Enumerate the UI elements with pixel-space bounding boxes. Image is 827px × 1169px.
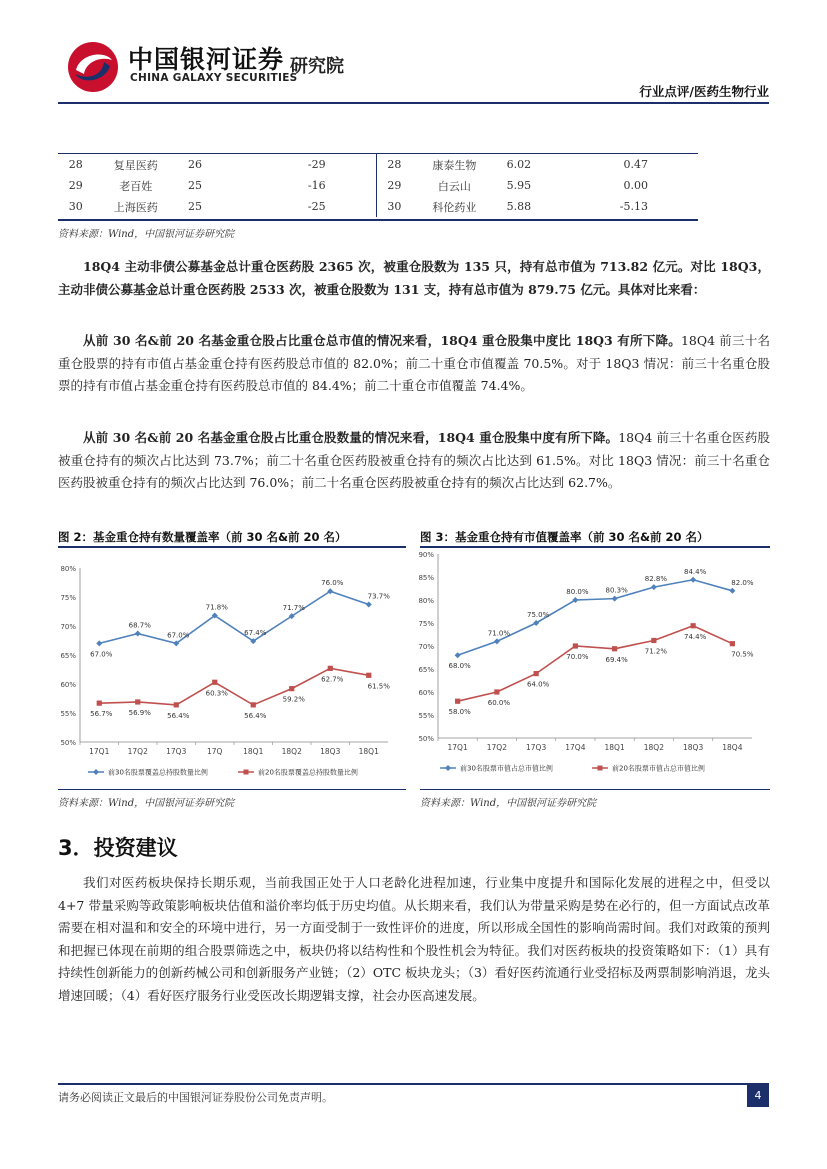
data-point-marker [651, 638, 656, 643]
x-tick-label: 17Q4 [565, 743, 586, 752]
data-label: 80.0% [566, 588, 589, 596]
data-label: 60.3% [205, 689, 228, 698]
page-number: 4 [747, 1085, 769, 1107]
figure-3-source: 资料来源：Wind，中国银河证券研究院 [420, 798, 597, 809]
data-label: 71.7% [282, 604, 305, 613]
y-tick-label: 65% [418, 666, 434, 674]
data-point-marker [690, 577, 696, 583]
x-tick-label: 18Q3 [320, 747, 341, 756]
change-cell: -5.13 [619, 200, 648, 213]
data-label: 61.5% [367, 682, 390, 691]
brand-name-en: CHINA GALAXY SECURITIES [130, 72, 298, 84]
x-tick-label: 17Q [207, 747, 223, 756]
x-tick-label: 17Q3 [526, 743, 547, 752]
data-point-marker [612, 646, 617, 651]
data-point-marker [212, 680, 217, 685]
data-label: 69.4% [605, 655, 628, 664]
galaxy-logo-icon [66, 40, 120, 94]
data-point-marker [691, 623, 696, 628]
figure-2-bottom-rule [58, 789, 406, 790]
value-coverage-paragraph [58, 330, 770, 398]
x-tick-label: 18Q1 [604, 743, 625, 752]
rank-cell: 30 [68, 200, 83, 213]
report-category: 行业点评/医药生物行业 [639, 84, 769, 99]
data-label: 70.5% [731, 650, 754, 659]
stock-name-cell: 科伦药业 [432, 200, 477, 214]
value-cell: 5.88 [506, 200, 532, 213]
data-label: 75.0% [527, 611, 550, 619]
table-source-note: 资料来源：Wind，中国银河证券研究院 [58, 229, 235, 240]
table-row [58, 154, 698, 175]
summary-paragraph: 18Q4 主动非债公募基金总计重仓医药股 2365 次，被重仓股数为 135 只，持有总市值为 713.82 亿元。对比 18Q3，主动非债公募基金总计重仓医药股 2533 次，被重仓股数为 131 支，持有总市值为 879.75 亿元。具体对比来看： [58, 259, 770, 297]
data-point-marker [651, 584, 657, 590]
x-tick-label: 17Q2 [486, 743, 507, 752]
legend-swatch-marker [598, 766, 603, 771]
y-tick-label: 65% [60, 652, 76, 660]
section-heading: 3．投资建议 [58, 836, 178, 860]
y-tick-label: 85% [418, 574, 434, 582]
rank-cell: 29 [68, 179, 83, 192]
value-coverage-lead: 从前 30 名&前 20 名基金重仓股占比重仓总市值的情况来看，18Q4 重仓股集中度比 18Q3 有所下降。 [83, 333, 681, 348]
data-label: 56.4% [244, 711, 267, 720]
data-label: 56.9% [128, 708, 151, 717]
legend-label: 前20名股票覆盖总持股数量比例 [258, 768, 358, 777]
legend-swatch-marker [445, 765, 451, 771]
data-label: 56.4% [167, 711, 190, 720]
y-tick-label: 60% [60, 681, 76, 689]
x-tick-label: 18Q2 [643, 743, 664, 752]
data-point-marker [730, 641, 735, 646]
count-cell: 25 [187, 179, 202, 192]
y-tick-label: 55% [60, 710, 76, 718]
value-coverage-detail: 18Q4 前三十名重仓股票的持有市值占基金重仓持有医药股总市值的 82.0%；前二十重仓市值覆盖 70.5%。对于 18Q3 情况：前三十名重仓股票的持有市值占基金重仓持有医药股总市值的 84.4%；前二十重仓市值覆盖 74.4%。 [58, 333, 770, 393]
footer-divider [58, 1083, 769, 1085]
figure-2-title: 图 2：基金重仓持有数量覆盖率（前 30 名&前 20 名） [58, 530, 347, 544]
stock-name-cell: 复星医药 [113, 158, 158, 172]
footer-disclaimer: 请务必阅读正文最后的中国银河证券股份公司免责声明。 [58, 1091, 333, 1104]
rank-cell: 30 [376, 196, 412, 217]
data-point-marker [328, 666, 333, 671]
data-label: 82.8% [644, 575, 667, 584]
stock-name-cell: 白云山 [437, 179, 471, 193]
data-point-marker [251, 702, 256, 707]
rank-cell: 28 [68, 158, 83, 171]
x-tick-label: 18Q2 [281, 747, 302, 756]
data-point-marker [729, 588, 735, 594]
figure-3-title: 图 3：基金重仓持有市值覆盖率（前 30 名&前 20 名） [420, 530, 709, 544]
legend-label: 前30名股票市值占总市值比例 [460, 764, 553, 773]
count-cell: 25 [187, 200, 202, 213]
data-label: 62.7% [321, 675, 344, 684]
data-label: 58.0% [448, 708, 471, 717]
data-point-marker [97, 701, 102, 706]
data-label: 68.0% [448, 662, 471, 671]
y-tick-label: 70% [418, 643, 434, 651]
data-point-marker [366, 602, 372, 608]
x-tick-label: 18Q3 [683, 743, 704, 752]
legend-label: 前20名股票市值占总市值比例 [612, 764, 705, 773]
investment-advice-paragraph: 我们对医药板块保持长期乐观，当前我国正处于人口老龄化进程加速，行业集中度提升和国际化发展的进程之中，但受以 4+7 带量采购等政策影响板块估值和溢价率均低于历史均值。从长期来看，我们认为带量采购是势在必行的，但一方面试点改革需要在相对温和和安全的环境中进行，另一方面受制于一致性评价的进度，所以形成全国性的影响尚需时间。我们对政策的预判和把握已体现在前期的组合股票筛选之中，板块仍将以结构性和个股性机会为特征。我们对医药板块的投资策略如下：（1）具有持续性创新能力的创新药械公司和创新服务产业链；（2）OTC 板块龙头；（3）看好医药流通行业受招标及两票制影响消退，龙头增速回暖；（4）看好医疗服务行业受医改长期逻辑支撑，社会办医高速发展。 [58, 875, 770, 1003]
data-label: 64.0% [527, 680, 550, 689]
x-tick-label: 18Q1 [358, 747, 379, 756]
data-label: 71.0% [487, 629, 510, 638]
data-label: 60.0% [487, 699, 510, 707]
y-tick-label: 50% [60, 739, 76, 747]
data-label: 82.0% [731, 578, 754, 587]
y-tick-label: 50% [418, 735, 434, 743]
y-tick-label: 75% [60, 594, 76, 602]
value-cell: 5.95 [506, 179, 532, 192]
data-point-marker [534, 671, 539, 676]
data-label: 67.0% [167, 631, 190, 640]
data-label: 59.2% [282, 695, 305, 704]
x-tick-label: 18Q4 [722, 743, 743, 752]
data-label: 56.7% [90, 710, 113, 719]
figure-2-source: 资料来源：Wind，中国银河证券研究院 [58, 798, 235, 809]
data-label: 80.3% [605, 586, 628, 595]
coverage-count-chart [58, 556, 406, 784]
data-point-marker [612, 596, 618, 602]
data-label: 74.4% [684, 632, 707, 641]
count-cell: 26 [187, 158, 202, 171]
stock-name-cell: 老百姓 [119, 179, 153, 193]
series-line [458, 580, 733, 655]
data-point-marker [573, 643, 578, 648]
data-point-marker [174, 702, 179, 707]
y-tick-label: 55% [418, 712, 434, 720]
x-tick-label: 17Q1 [89, 747, 110, 756]
data-point-marker [455, 699, 460, 704]
table-row [58, 175, 698, 196]
count-coverage-lead: 从前 30 名&前 20 名基金重仓股占比重仓股数量的情况来看，18Q4 重仓股集中度有所下降。 [83, 430, 619, 445]
coverage-value-chart [416, 548, 770, 784]
count-coverage-paragraph [58, 427, 770, 495]
data-label: 76.0% [321, 579, 344, 588]
y-tick-label: 80% [418, 597, 434, 605]
y-tick-label: 75% [418, 620, 434, 628]
brand-institute: 研究院 [290, 56, 344, 77]
figure-3-bottom-rule [420, 789, 770, 790]
data-label: 67.4% [244, 629, 267, 638]
table-row [58, 196, 698, 217]
data-label: 70.0% [566, 653, 589, 661]
y-tick-label: 60% [418, 689, 434, 697]
change-cell: 0.00 [623, 179, 648, 192]
y-tick-label: 70% [60, 623, 76, 631]
rank-cell: 28 [376, 154, 412, 175]
legend-label: 前30名股票覆盖总持股数量比例 [108, 768, 208, 777]
x-tick-label: 17Q2 [127, 747, 148, 756]
data-point-marker [455, 652, 461, 658]
data-label: 73.7% [367, 592, 390, 601]
data-point-marker [289, 686, 294, 691]
table-bottom-border [58, 219, 698, 221]
data-point-marker [96, 640, 102, 646]
data-label: 84.4% [684, 567, 707, 576]
series-line [99, 591, 369, 643]
rank-cell: 29 [376, 175, 412, 196]
count-coverage-detail: 18Q4 前三十名重仓医药股被重仓持有的频次占比达到 73.7%；前二十名重仓医药股被重仓持有的频次占比达到 61.5%。对比 18Q3 情况：前三十名重仓医药股被重仓持有的频次占比达到 76.0%；前二十名重仓医药股被重仓持有的频次占比达到 62.7%。 [58, 430, 770, 490]
legend-swatch-marker [93, 769, 99, 775]
change-cell: -25 [307, 200, 326, 213]
data-point-marker [135, 631, 141, 637]
data-point-marker [135, 699, 140, 704]
x-tick-label: 18Q1 [243, 747, 264, 756]
header-divider [58, 102, 769, 104]
brand-name-cn: 中国银河证券 [128, 45, 285, 74]
legend-swatch-marker [244, 770, 249, 775]
change-cell: -29 [307, 158, 326, 171]
stock-name-cell: 康泰生物 [432, 158, 477, 172]
x-tick-label: 17Q1 [447, 743, 468, 752]
y-tick-label: 90% [418, 551, 434, 559]
data-point-marker [494, 638, 500, 644]
y-tick-label: 80% [60, 565, 76, 573]
rank-table [58, 154, 698, 217]
data-label: 71.8% [205, 603, 228, 612]
value-cell: 6.02 [506, 158, 532, 171]
figure-2-title-rule [58, 546, 406, 548]
x-tick-label: 17Q3 [166, 747, 187, 756]
data-point-marker [494, 689, 499, 694]
change-cell: -16 [307, 179, 326, 192]
data-point-marker [366, 673, 371, 678]
stock-name-cell: 上海医药 [113, 200, 158, 214]
data-label: 68.7% [128, 621, 151, 630]
change-cell: 0.47 [623, 158, 648, 171]
data-label: 67.0% [90, 650, 113, 659]
data-label: 71.2% [644, 647, 667, 656]
